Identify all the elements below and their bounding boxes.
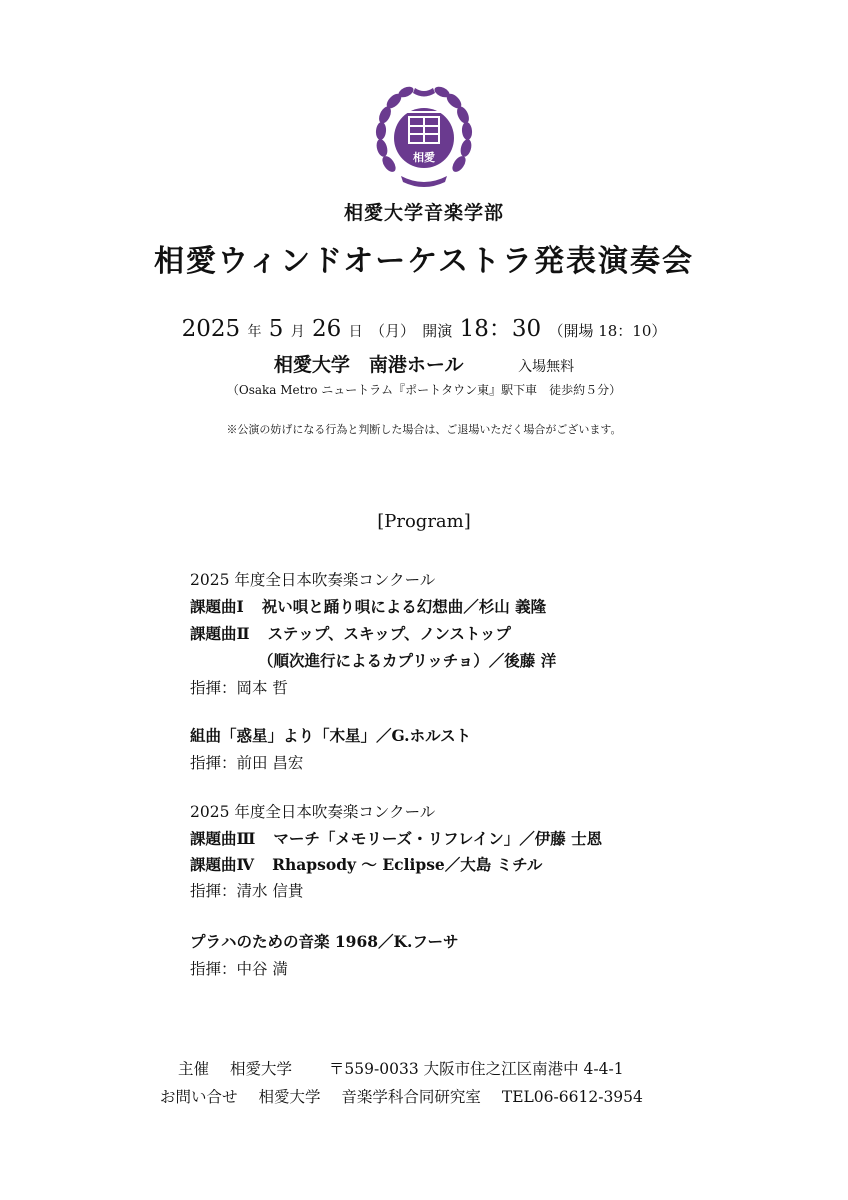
conductor: 指揮：中谷 満 [190, 960, 288, 978]
start-time: 18：30 [459, 316, 542, 342]
university-emblem-icon [375, 84, 473, 190]
program-series: 2025 年度全日本吹奏楽コンクール [190, 803, 436, 821]
event-weekday: （月） [369, 322, 415, 340]
program-piece [190, 827, 602, 849]
conductor: 指揮：岡本 哲 [190, 679, 288, 697]
organizer-label: 主催 [178, 1060, 210, 1078]
contact-tel: TEL06-6612-3954 [501, 1088, 643, 1106]
conductor: 指揮：前田 昌宏 [190, 754, 304, 772]
concert-title: 相愛ウィンドオーケストラ発表演奏会 [153, 244, 695, 279]
contact-dept: 音楽学科合同研究室 [341, 1088, 481, 1106]
organizer-name: 相愛大学 [229, 1060, 292, 1078]
piece-label: 課題曲Ⅱ [190, 624, 250, 643]
faculty-name: 相愛大学音楽学部 [343, 202, 504, 224]
admission-note: 入場無料 [518, 359, 575, 375]
start-label: 開演 [422, 322, 453, 340]
conductor: 指揮：清水 信貴 [190, 882, 304, 900]
program-piece [190, 595, 546, 617]
event-year: 2025 [181, 316, 241, 342]
piece-label: 課題曲Ⅲ [190, 829, 256, 848]
piece-subtitle: （順次進行によるカプリッチョ）／後藤 洋 [258, 651, 557, 670]
doors-time: （開場 18：10） [548, 322, 667, 340]
piece-label: 課題曲Ⅰ [190, 597, 244, 616]
event-year-unit: 年 [247, 324, 262, 340]
program-piece: プラハのための音楽 1968／K.フーサ [190, 932, 459, 951]
program-series: 2025 年度全日本吹奏楽コンクール [190, 571, 436, 589]
access-directions: （Osaka Metro ニュートラム『ポートタウン東』駅下車 徒歩約５分） [226, 383, 622, 397]
event-datetime [0, 310, 848, 343]
emblem-lettering: 相愛 [413, 151, 435, 164]
contact-org: 相愛大学 [258, 1088, 321, 1106]
program-piece: 組曲「惑星」より「木星」／G.ホルスト [190, 726, 472, 745]
event-day-unit: 日 [348, 324, 363, 340]
event-month-unit: 月 [290, 324, 305, 340]
venue-name: 相愛大学 南港ホール [273, 354, 464, 376]
program-piece [190, 853, 542, 875]
organizer-address: 〒559-0033 大阪市住之江区南港中 4-4-1 [328, 1060, 624, 1078]
piece-title: Rhapsody 〜 Eclipse／大島 ミチル [272, 855, 543, 874]
event-month: 5 [268, 316, 284, 342]
piece-title: 祝い唄と踊り唄による幻想曲／杉山 義隆 [261, 597, 547, 616]
program-piece [190, 622, 511, 644]
piece-title: ステップ、スキップ、ノンストップ [267, 624, 511, 643]
program-heading: [Program] [377, 511, 471, 532]
organizer-line [178, 1057, 624, 1079]
conduct-notice: ※公演の妨げになる行為と判断した場合は、ご退場いただく場合がございます。 [226, 423, 622, 436]
venue-line [0, 350, 848, 377]
contact-line [160, 1085, 643, 1107]
piece-label: 課題曲Ⅳ [190, 855, 255, 874]
contact-label: お問い合せ [160, 1088, 238, 1106]
event-day: 26 [312, 316, 342, 342]
piece-title: マーチ「メモリーズ・リフレイン」／伊藤 士恩 [273, 829, 603, 848]
